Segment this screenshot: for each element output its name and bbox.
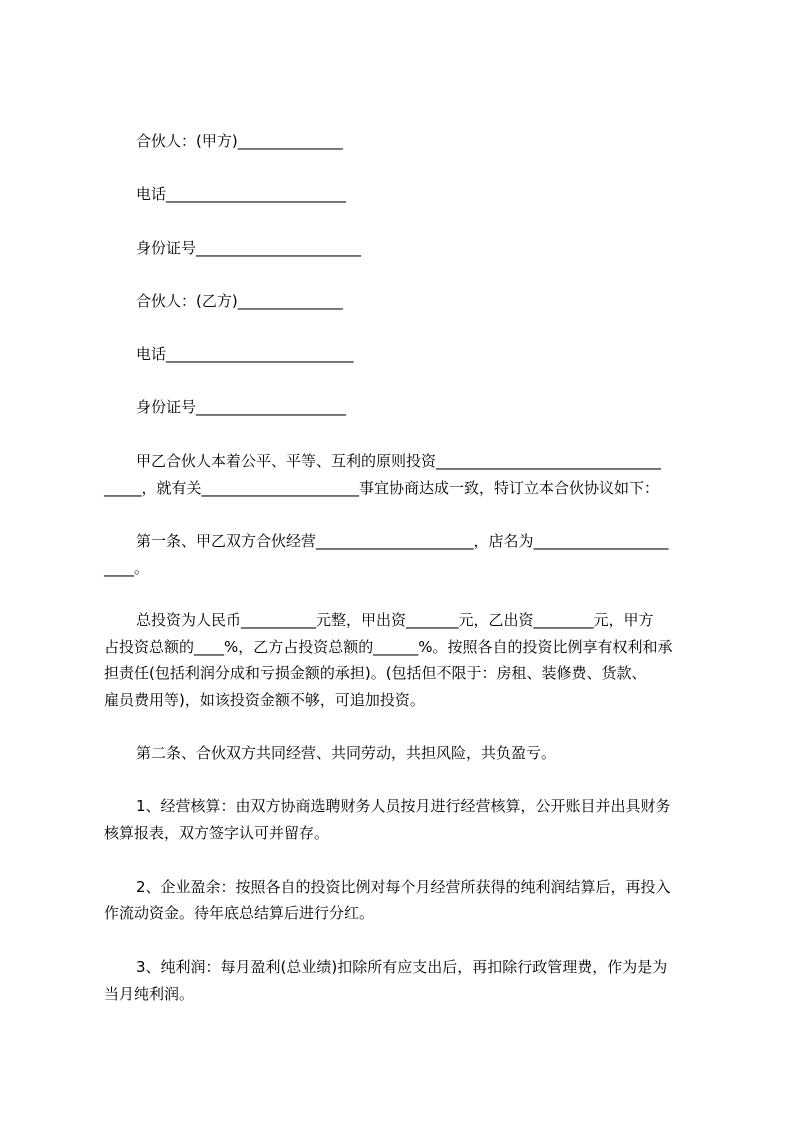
investment-paragraph-line-2: 占投资总额的____%，乙方占投资总额的______%。按照各自的投资比例享有权利和承 [104,638,673,656]
party-a-id: 身份证号______________________ [136,239,362,257]
item-3-line-1: 3、纯利润：每月盈利(总业绩)扣除所有应支出后，再扣除行政管理费，作为是为 [136,958,668,976]
investment-paragraph-line-3: 担责任(包括利润分成和亏损金额的承担)。(包括但不限于：房租、装修费、货款、 [104,664,647,682]
article-1-line-1: 第一条、甲乙双方合伙经营_____________________，店名为__________________ [136,532,669,550]
party-b-phone: 电话_________________________ [136,345,354,363]
party-b-label: 合伙人：(乙方)______________ [136,292,343,310]
article-1-line-2: ____。 [104,559,150,577]
item-2-line-1: 2、企业盈余：按照各自的投资比例对每个月经营所获得的纯利润结算后，再投入 [136,878,671,896]
investment-paragraph-line-4: 雇员费用等)，如该投资金额不够，可追加投资。 [104,691,425,709]
item-1-line-1: 1、经营核算：由双方协商选聘财务人员按月进行经营核算，公开账目并出具财务 [136,797,671,815]
article-2: 第二条、合伙双方共同经营、共同劳动，共担风险，共负盈亏。 [136,744,557,762]
intro-paragraph-line-2: _____，就有关_____________________事宜协商达成一致，特订立本合伙协议如下： [104,479,660,497]
item-3-line-2: 当月纯利润。 [104,985,195,1003]
party-a-label: 合伙人：(甲方)______________ [136,132,343,150]
investment-paragraph-line-1: 总投资为人民币__________元整，甲出资_______元，乙出资________元，甲方 [136,611,654,629]
item-1-line-2: 核算报表，双方签字认可并留存。 [104,824,330,842]
item-2-line-2: 作流动资金。待年底总结算后进行分红。 [104,904,375,922]
party-a-phone: 电话________________________ [136,185,347,203]
party-b-id: 身份证号____________________ [136,398,347,416]
intro-paragraph-line-1: 甲乙合伙人本着公平、平等、互利的原则投资______________________________ [136,452,662,470]
